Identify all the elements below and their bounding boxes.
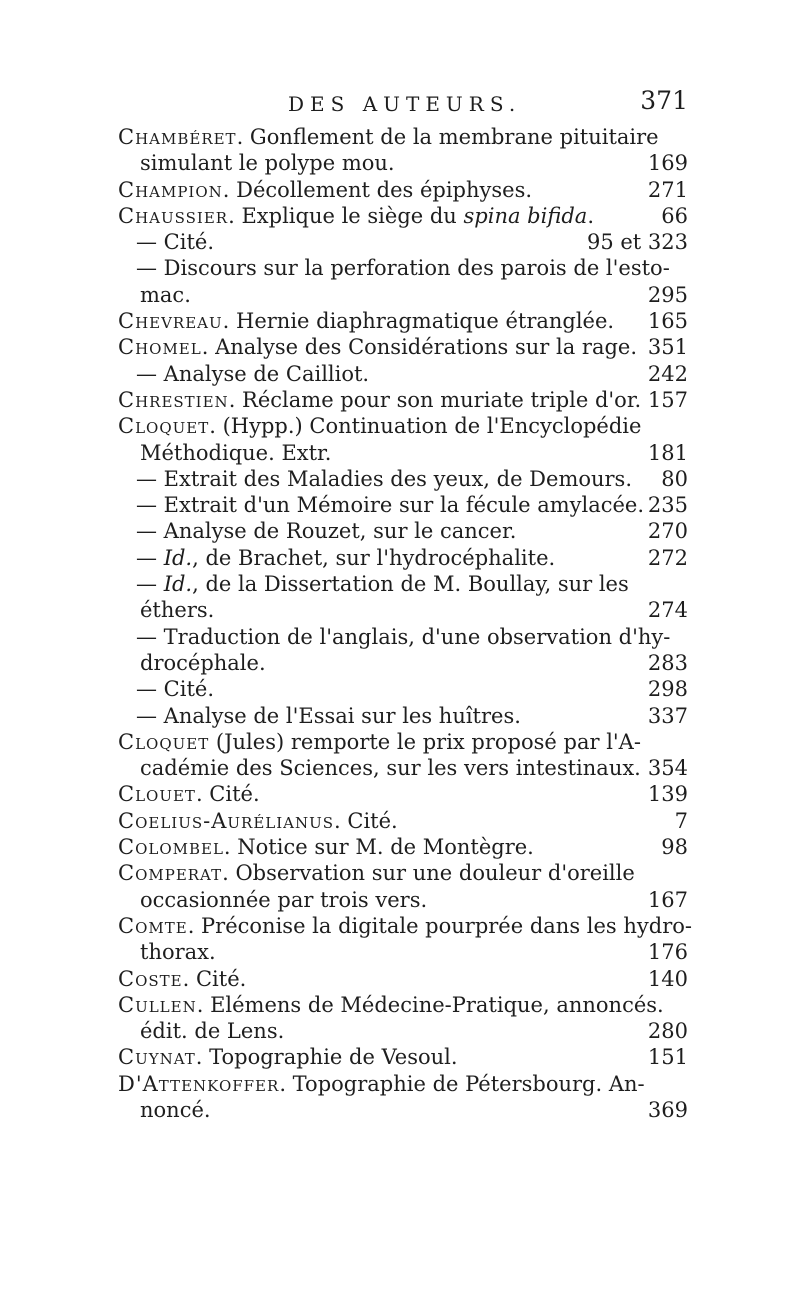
author-name: Champion [118,177,223,202]
author-name: Cullen [118,992,197,1017]
page-reference: 274 [647,598,688,623]
name-separator: . [222,861,236,886]
name-separator: . [279,1071,293,1096]
italic-text: Id. [163,572,193,597]
entry-text: Méthodique. Extr. [140,440,332,465]
author-name: Cloquet [118,729,210,754]
name-separator: . [228,387,243,412]
page-reference: 235 [647,493,688,518]
entry-text-tail: . [587,203,594,228]
entry-text: mac. [140,282,191,307]
italic-text: spina bifida [463,203,588,228]
page-reference: 280 [647,1019,688,1044]
entry-text: édit. de Lens. [140,1019,285,1044]
page-reference: 66 [661,203,688,228]
author-name: Chevreau [118,309,223,334]
page-reference: 169 [647,151,688,176]
entry-text: Explique le siège du [241,203,457,228]
subentry-text: — Traduction de l'anglais, d'une observation d'hy- [136,624,671,649]
author-name: Comperat [118,861,223,886]
author-name: Cuynat [118,1045,196,1070]
page-reference: 80 [661,466,688,491]
author-name: Comte [118,913,188,938]
index-continuation-line [118,597,688,623]
author-name: Clouet [118,782,196,807]
index-subentry-line [118,492,688,518]
subentry-text: — Analyse de Cailliot. [136,361,370,386]
entry-text: Cité. [347,808,398,833]
name-separator: . [195,1045,210,1070]
entry-text: cadémie des Sciences, sur les vers intestinaux. [140,756,641,781]
entry-text: simulant le polype mou. [140,151,395,176]
index-continuation-line [118,282,688,308]
name-separator: . [222,177,237,202]
page-reference: 167 [647,887,688,912]
index-subentry-line [118,571,688,597]
name-separator: . [222,309,237,334]
index-subentry-line [118,624,688,650]
name-separator: . [209,414,223,439]
index-entry-line [118,1071,688,1097]
author-name: Chambéret [118,125,237,149]
subentry-text: — Cité. [136,230,215,255]
author-name: Cloquet [118,414,210,439]
page-header [118,86,688,126]
entry-text: Topographie de Pétersbourg. An- [292,1071,645,1096]
subentry-text: — Extrait des Maladies des yeux, de Demours. [136,466,633,491]
name-separator: . [228,203,242,228]
index-entry-line [118,808,688,834]
entry-text: Décollement des épiphyses. [236,177,533,202]
subentry-text: — Extrait d'un Mémoire sur la fécule amylacée. [136,493,645,518]
entry-text: Topographie de Vesoul. [209,1045,458,1070]
entry-text: Cité. [209,782,260,807]
index-continuation-line [118,939,688,965]
author-name: Chomel [118,335,202,360]
index-entry-line [118,124,688,150]
subentry-text: — Cité. [136,677,215,702]
index-entry-line [118,1044,688,1070]
index-entry-line [118,913,692,939]
name-separator: . [195,782,210,807]
index-continuation-line [118,440,688,466]
index-continuation-line [118,887,688,913]
index-entry-line [118,387,688,413]
entry-text-tail: , de Brachet, sur l'hydrocéphalite. [192,545,556,570]
name-separator: . [334,808,348,833]
page-reference: 181 [647,440,688,465]
page-reference: 165 [647,309,688,334]
index-entry-line [118,781,688,807]
entry-text: Préconise la digitale pourprée dans les hydro- [201,913,692,938]
entry-text: Cité. [195,966,247,991]
author-name: Chrestien [118,387,229,412]
index-entry-line [118,203,688,229]
entry-text: Elémens de Médecine-Pratique, annoncés. [210,992,664,1017]
author-name: Chaussier [118,203,229,228]
page-reference: 283 [647,650,688,675]
subentry-text: — [136,572,157,597]
entry-text: Hernie diaphragmatique étranglée. [236,309,615,334]
index-entry-line [118,413,688,439]
subentry-text: — [136,545,157,570]
index-subentry-line [118,518,688,544]
page-reference: 176 [647,940,688,965]
index-entry-line [118,992,688,1018]
index-entry-line [118,860,688,886]
index-entry-line [118,729,688,755]
entry-text: (Hypp.) Continuation de l'Encyclopédie [222,414,642,439]
entry-text: Analyse des Considérations sur la rage. [215,335,638,360]
entry-text: Réclame pour son muriate triple d'or. [242,387,642,412]
name-separator: . [196,992,211,1017]
author-name: D'Attenkoffer [118,1071,280,1096]
page-reference: 272 [647,545,688,570]
page-number: 371 [640,86,688,115]
page-reference: 140 [647,966,688,991]
entry-text: occasionnée par trois vers. [140,887,428,912]
author-name: Coste [118,966,183,991]
index-entry-line [118,334,688,360]
entry-text: éthers. [140,598,215,623]
index-entry-line [118,177,688,203]
name-separator: . [223,835,238,860]
index-entry-line [118,966,688,992]
page-reference: 351 [647,335,688,360]
index-subentry-line [118,361,688,387]
entry-text: thorax. [140,940,216,965]
author-name: Colombel [118,835,224,860]
page-reference: 270 [647,519,688,544]
page-reference: 298 [647,677,688,702]
entry-text: Observation sur une douleur d'oreille [235,861,635,886]
page-reference: 95 et 323 [586,230,688,255]
name-separator: . [236,125,250,149]
entry-text-tail: , de la Dissertation de M. Boullay, sur les [192,572,629,597]
subentry-text: — Analyse de l'Essai sur les huîtres. [136,703,521,728]
page-reference: 157 [647,387,688,412]
page-reference: 242 [647,361,688,386]
page-reference: 7 [674,808,688,833]
author-name: Coelius-Aurélianus [118,808,335,833]
entry-text: noncé. [140,1097,211,1122]
index-continuation-line [118,1097,688,1123]
page-reference: 98 [661,835,688,860]
name-separator: . [201,335,216,360]
entry-text: Gonflement de la membrane pituitaire [249,125,659,149]
page-reference: 337 [647,703,688,728]
name-separator: . [182,966,196,991]
subentry-text: — Discours sur la perforation des parois de l'esto- [136,256,670,281]
entry-text: drocéphale. [140,650,266,675]
index-subentry-line [118,545,688,571]
subentry-text: — Analyse de Rouzet, sur le cancer. [136,519,517,544]
index-subentry-line [118,703,688,729]
name-separator [209,730,216,754]
name-separator: . [187,913,202,938]
page-reference: 369 [647,1097,688,1122]
index-continuation-line [118,650,688,676]
index-entry-line [118,308,688,334]
index-subentry-line [118,466,688,492]
index-continuation-line [118,755,688,781]
entry-text: (Jules) remporte le prix proposé par l'A- [215,729,641,754]
author-index-list [118,124,692,1123]
page-reference: 139 [647,782,688,807]
page-reference: 354 [647,756,688,781]
running-head: DES AUTEURS. [288,92,522,116]
index-entry-line [118,834,688,860]
entry-text: Notice sur M. de Montègre. [237,835,534,860]
page-reference: 151 [647,1045,688,1070]
index-subentry-line [118,255,688,281]
index-subentry-line [118,676,688,702]
index-continuation-line [118,1018,688,1044]
index-subentry-line [118,229,688,255]
italic-text: Id. [163,545,193,570]
page-reference: 271 [647,177,688,202]
page-reference: 295 [647,282,688,307]
index-continuation-line [118,150,688,176]
